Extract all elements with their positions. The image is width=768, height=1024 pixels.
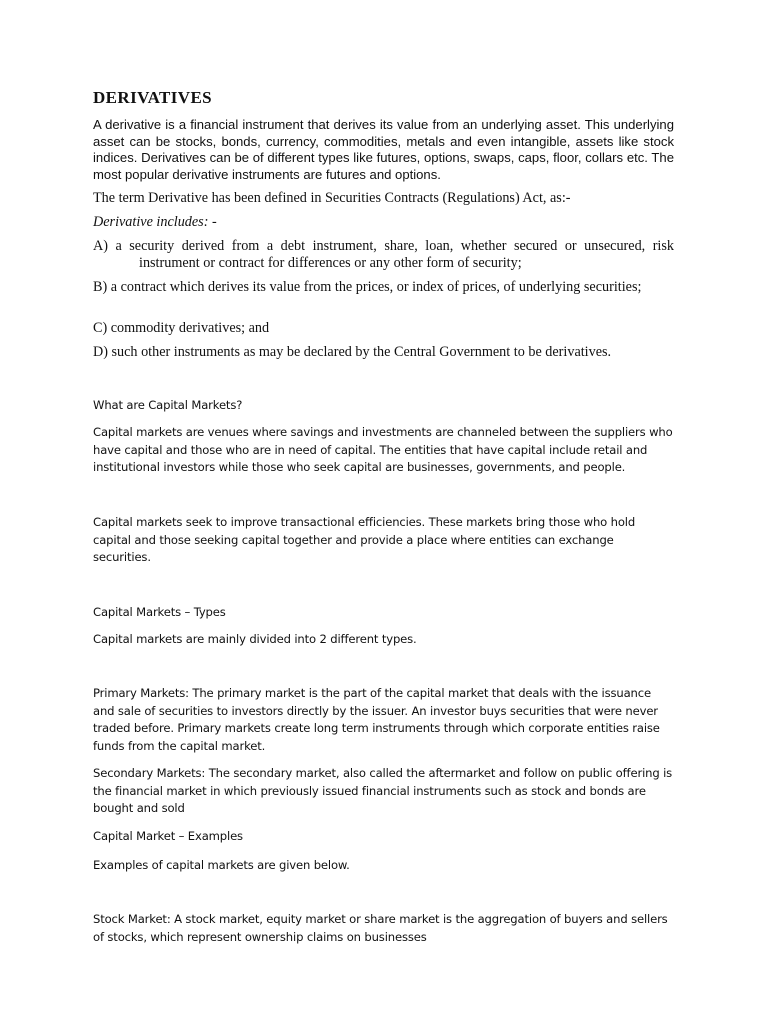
definition-item-c: C) commodity derivatives; and: [93, 320, 270, 336]
primary-markets-paragraph: Primary Markets: The primary market is the part of the capital market that deals with the issuance and sale of securities to investors directly by the issuer. An investor buys securities that were never traded before. Primary markets create long term instruments through which corporate entities raise funds from the capital market.: [93, 686, 660, 753]
document-title: DERIVATIVES: [93, 88, 213, 107]
definition-item-d: D) such other instruments as may be declared by the Central Government to be derivatives.: [93, 344, 612, 360]
secondary-markets-paragraph: Secondary Markets: The secondary market, also called the aftermarket and follow on public offering is the financial market in which previously issued financial instruments such as stock and bonds are bought and sold: [93, 766, 673, 816]
examples-heading: Capital Market – Examples: [93, 829, 243, 843]
examples-intro: Examples of capital markets are given below.: [93, 858, 350, 872]
definition-item-b: B) a contract which derives its value from the prices, or index of prices, of underlying securities;: [93, 279, 642, 295]
types-intro: Capital markets are mainly divided into 2 different types.: [93, 632, 417, 646]
intro-paragraph: A derivative is a financial instrument that derives its value from an underlying asset. This underlying asset can be stocks, bonds, currency, commodities, metals and even intangible, assets like stock indices. Derivatives can be of different types like futures, options, swaps, caps, floor, collars etc. The most popular derivative instruments are futures and options.: [93, 117, 674, 182]
capital-markets-paragraph-2: Capital markets seek to improve transactional efficiencies. These markets bring those who hold capital and those seeking capital together and provide a place where entities can exchange securities.: [93, 515, 636, 565]
types-heading: Capital Markets – Types: [93, 605, 226, 619]
stock-market-paragraph: Stock Market: A stock market, equity market or share market is the aggregation of buyers and sellers of stocks, which represent ownership claims on businesses: [93, 912, 668, 944]
capital-markets-heading: What are Capital Markets?: [93, 398, 243, 412]
definition-intro: The term Derivative has been defined in Securities Contracts (Regulations) Act, as:-: [93, 190, 571, 206]
definition-item-a: A) a security derived from a debt instrument, share, loan, whether secured or unsecured, risk instrument or contract for differences or any other form of security;: [93, 238, 674, 271]
capital-markets-paragraph-1: Capital markets are venues where savings and investments are channeled between the suppliers who have capital and those who are in need of capital. The entities that have capital include retail and institutional investors while those who seek capital are businesses, governments, and people.: [93, 425, 673, 475]
definition-heading: Derivative includes: -: [93, 214, 217, 230]
